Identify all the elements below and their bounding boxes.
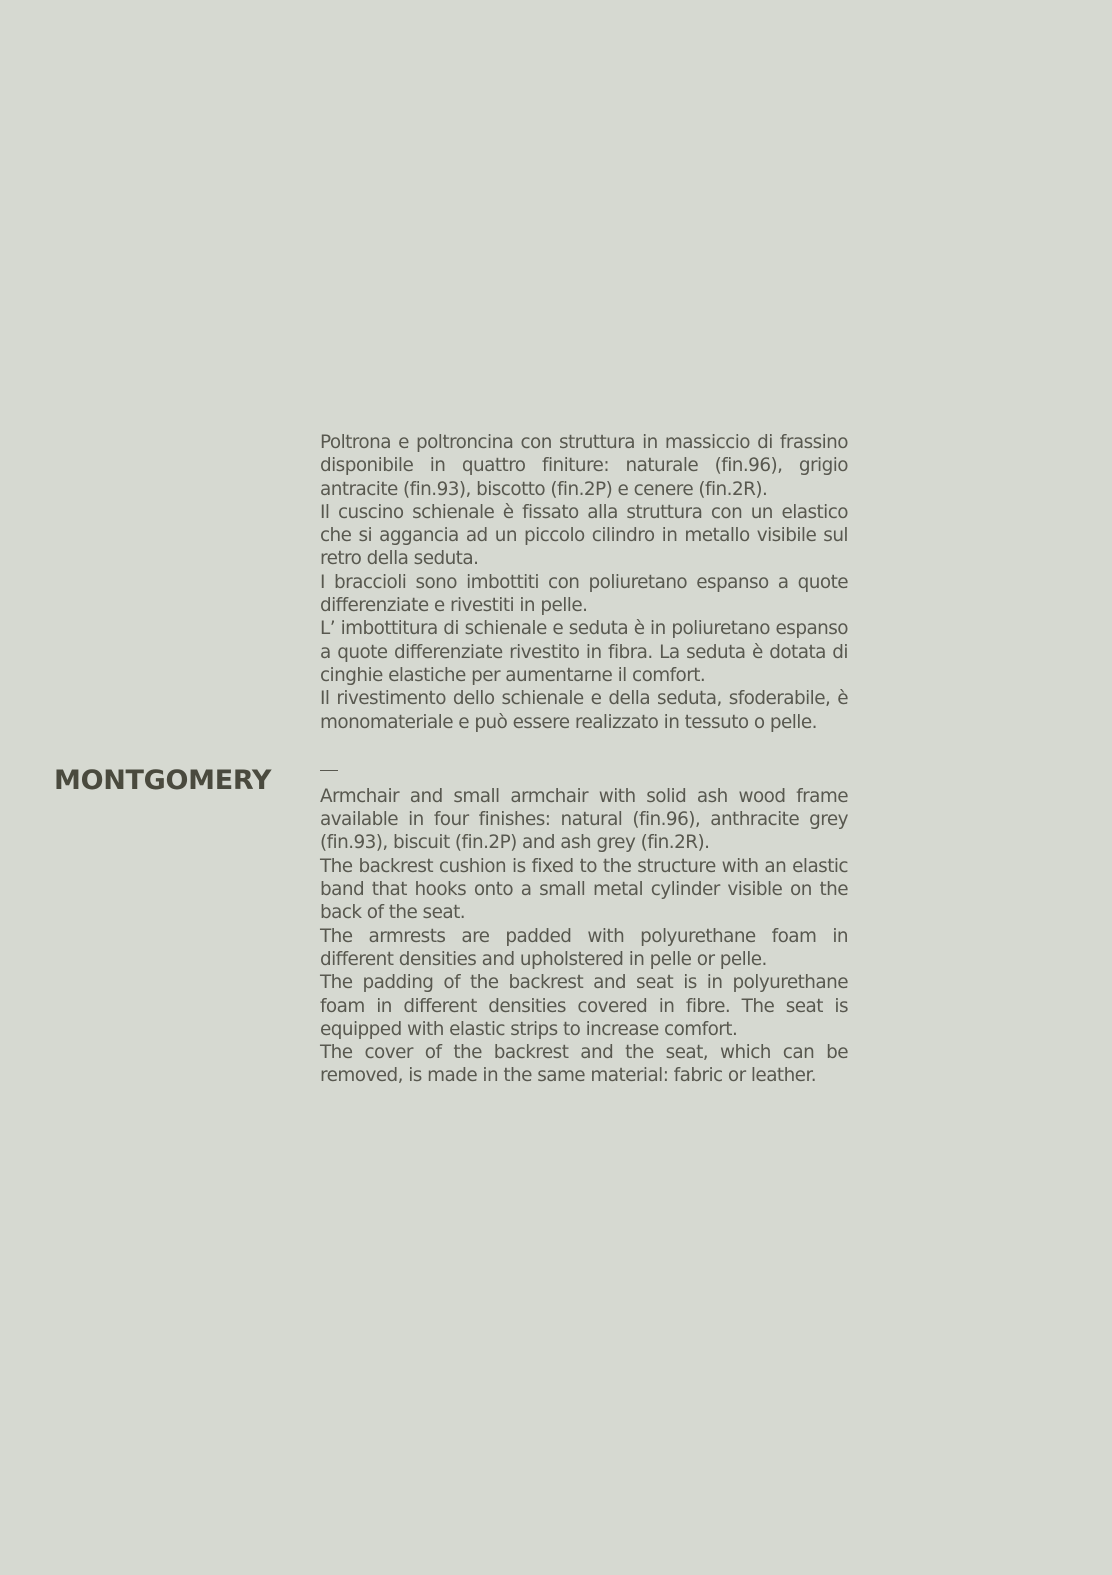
italian-paragraph-3: I braccioli sono imbottiti con poliuretano espanso a quote differenziate e rivestiti in pelle. — [320, 571, 848, 617]
english-description — [320, 785, 848, 1088]
italian-paragraph-2: Il cuscino schienale è fissato alla struttura con un elastico che si aggancia ad un piccolo cilindro in metallo visibile sul retro della seduta. — [320, 501, 848, 570]
product-title: MONTGOMERY — [54, 765, 272, 796]
english-paragraph-5: The cover of the backrest and the seat, which can be removed, is made in the same material: fabric or leather. — [320, 1042, 848, 1087]
english-paragraph-2: The backrest cushion is fixed to the structure with an elastic band that hooks onto a small metal cylinder visible on the back of the seat. — [320, 855, 848, 924]
italian-description — [320, 431, 848, 734]
italian-paragraph-5: Il rivestimento dello schienale e della seduta, sfoderabile, è monomateriale e può essere realizzato in tessuto o pelle. — [320, 688, 848, 733]
italian-paragraph-4: L’ imbottitura di schienale e seduta è in poliuretano espanso a quote differenziate rivestito in fibra. La seduta è dotata di cinghie elastiche per aumentarne il comfort. — [320, 618, 848, 686]
description-column — [320, 431, 848, 1088]
language-separator — [320, 770, 338, 771]
english-paragraph-3: The armrests are padded with polyurethane foam in different densities and upholstered in pelle or pelle. — [320, 925, 848, 970]
italian-paragraph-1: Poltrona e poltroncina con struttura in massiccio di frassino disponibile in quattro finiture: naturale (fin.96), grigio antracite (fin.93), biscotto (fin.2P) e cenere (fin.2R). — [320, 432, 848, 500]
english-paragraph-4: The padding of the backrest and seat is in polyurethane foam in different densities covered in fibre. The seat is equipped with elastic strips to increase comfort. — [320, 972, 848, 1040]
english-paragraph-1: Armchair and small armchair with solid ash wood frame available in four finishes: natural (fin.96), anthracite grey (fin.93), biscuit (fin.2P) and ash grey (fin.2R). — [320, 785, 848, 854]
